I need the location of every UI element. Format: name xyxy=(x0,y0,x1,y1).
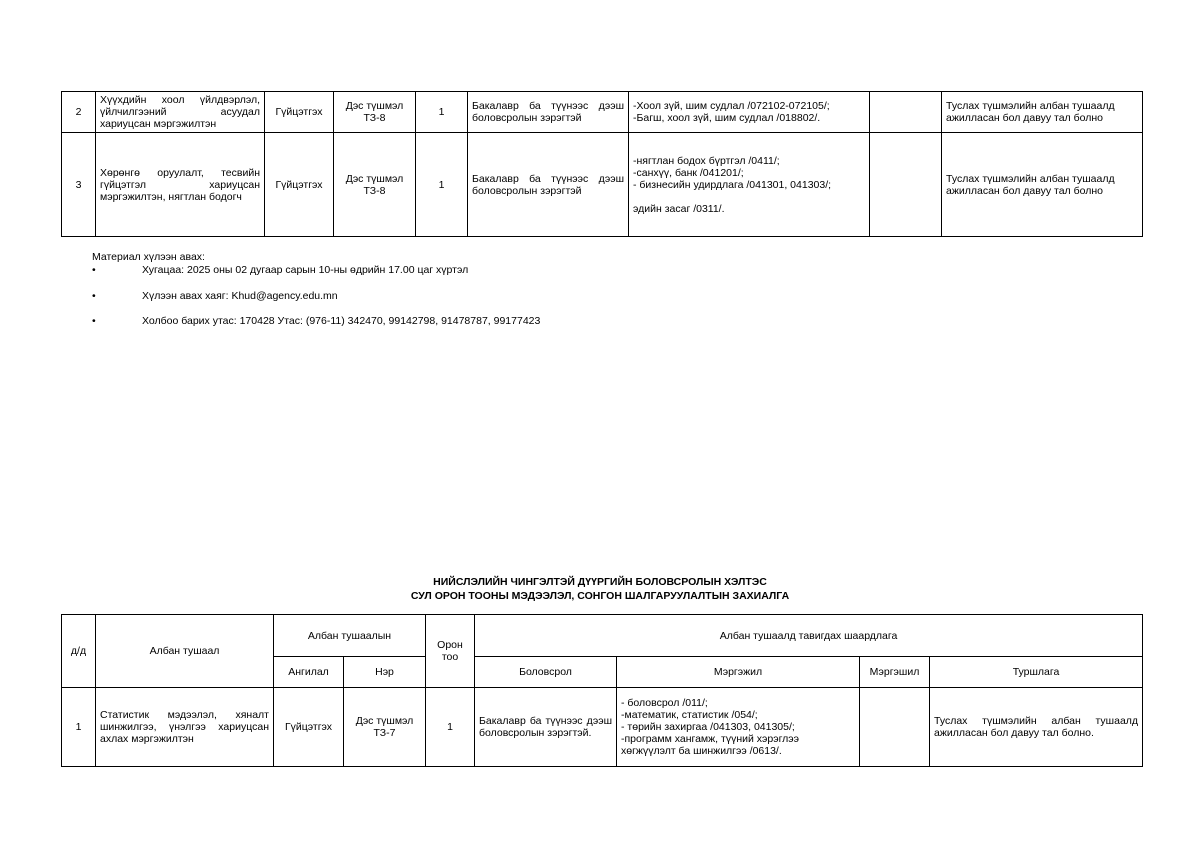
profession: -нягтлан бодох бүртгэл /0411/; -санхүү, банк /041201/; - бизнесийн удирдлага /041301, 041303/; эдийн засаг /0311/. xyxy=(629,133,870,237)
profession: -Хоол зүй, шим судлал /072102-072105/; -Багш, хоол зүй, шим судлал /018802/. xyxy=(629,92,870,133)
education: Бакалавр ба түүнээс дээш боловсролын зэрэгтэй xyxy=(468,133,629,237)
header-rank: Нэр xyxy=(344,657,426,688)
position-title: Статистик мэдээлэл, хяналт шинжилгээ, үнэлгээ хариуцсан ахлах мэргэжилтэн xyxy=(96,688,274,767)
department-heading: НИЙСЛЭЛИЙН ЧИНГЭЛТЭЙ ДҮҮРГИЙН БОЛОВСРОЛЫН ХЭЛТЭС xyxy=(433,576,767,588)
rank: Дэс түшмэл ТЗ-8 xyxy=(334,92,416,133)
document-heading: СУЛ ОРОН ТООНЫ МЭДЭЭЛЭЛ, СОНГОН ШАЛГАРУУЛАЛТЫН ЗАХИАЛГА xyxy=(410,590,790,602)
vacancy-table xyxy=(61,614,1143,767)
skill xyxy=(870,92,942,133)
count: 1 xyxy=(426,688,475,767)
header-position: Албан тушаал xyxy=(96,615,274,688)
header-position-group: Албан тушаалын xyxy=(274,615,426,657)
header-experience: Туршлага xyxy=(930,657,1143,688)
position-title: Хүүхдийн хоол үйлдвэрлэл, үйлчилгээний асуудал хариуцсан мэргэжилтэн xyxy=(96,92,265,133)
position-title: Хөрөнгө оруулалт, тесвийн гүйцэтгэл хариуцсан мэргэжилтэн, нягтлан бодогч xyxy=(96,133,265,237)
email-text[interactable]: Хүлээн авах хаяг: Khud@agency.edu.mn xyxy=(142,290,338,302)
category: Гүйцэтгэх xyxy=(265,92,334,133)
header-row xyxy=(62,615,1143,657)
row-number: 2 xyxy=(62,92,96,133)
bullet-icon: • xyxy=(92,264,96,276)
header-education: Боловсрол xyxy=(475,657,617,688)
bullet-icon: • xyxy=(92,315,96,327)
row-number: 3 xyxy=(62,133,96,237)
education: Бакалавр ба түүнээс дээш боловсролын зэрэгтэй. xyxy=(475,688,617,767)
category: Гүйцэтгэх xyxy=(265,133,334,237)
experience: Туслах түшмэлийн албан тушаалд ажилласан бол давуу тал болно xyxy=(942,92,1143,133)
header-skill: Мэргэшил xyxy=(860,657,930,688)
row-number: 1 xyxy=(62,688,96,767)
table-row xyxy=(62,92,1143,133)
skill xyxy=(870,133,942,237)
vacancy-table-continued xyxy=(61,91,1143,237)
header-requirements: Албан тушаалд тавигдах шаардлага xyxy=(475,615,1143,657)
header-category: Ангилал xyxy=(274,657,344,688)
rank: Дэс түшмэл ТЗ-8 xyxy=(334,133,416,237)
experience: Туслах түшмэлийн албан тушаалд ажилласан бол давуу тал болно xyxy=(942,133,1143,237)
header-profession: Мэргэжил xyxy=(617,657,860,688)
count: 1 xyxy=(416,92,468,133)
table-row xyxy=(62,133,1143,237)
education: Бакалавр ба түүнээс дээш боловсролын зэрэгтэй xyxy=(468,92,629,133)
category: Гүйцэтгэх xyxy=(274,688,344,767)
profession: - боловсрол /011/; -математик, статистик /054/; - төрийн захиргаа /041303, 041305/; -программ хангамж, түүний хэрэглээ хөгжүүлэлт ба шинжилгээ /0613/. xyxy=(617,688,860,767)
rank: Дэс түшмэл ТЗ-7 xyxy=(344,688,426,767)
count: 1 xyxy=(416,133,468,237)
bullet-icon: • xyxy=(92,290,96,302)
deadline-text: Хугацаа: 2025 оны 02 дугаар сарын 10-ны өдрийн 17.00 цаг хүртэл xyxy=(142,264,469,276)
table-row xyxy=(62,688,1143,767)
skill xyxy=(860,688,930,767)
header-count: Орон тоо xyxy=(426,615,475,688)
phone-text: Холбоо барих утас: 170428 Утас: (976-11) 342470, 99142798, 91478787, 99177423 xyxy=(142,315,541,327)
header-number: д/д xyxy=(62,615,96,688)
notes-label: Материал хүлээн авах: xyxy=(92,251,205,263)
experience: Туслах түшмэлийн албан тушаалд ажилласан бол давуу тал болно. xyxy=(930,688,1143,767)
